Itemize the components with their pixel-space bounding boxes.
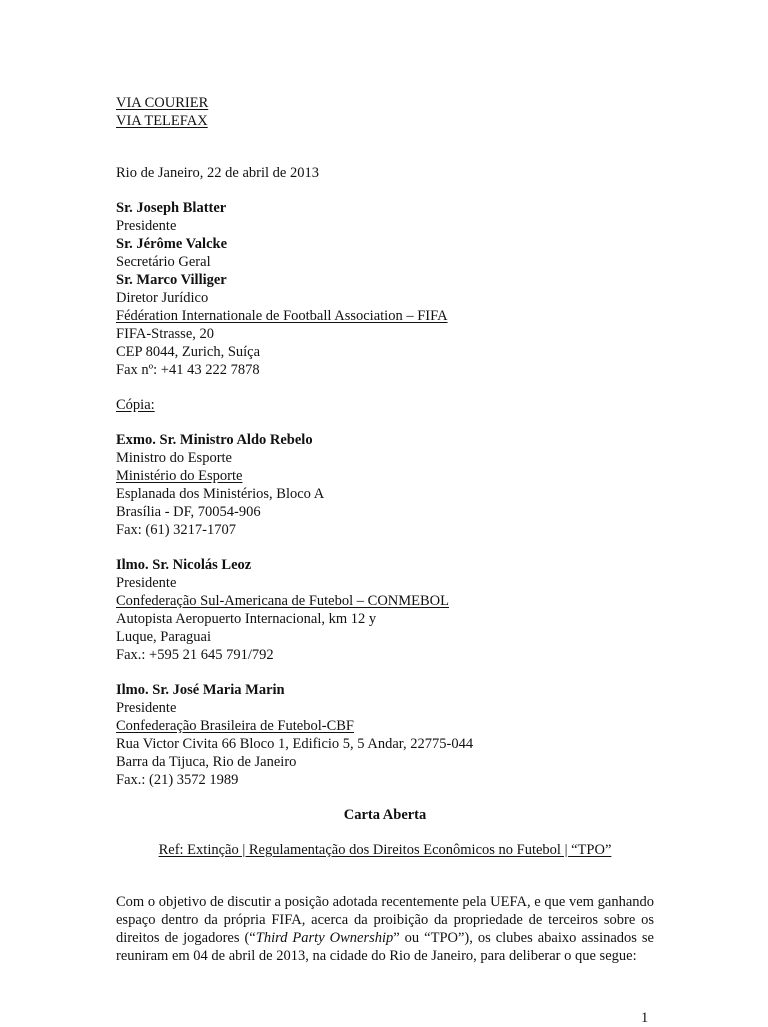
copy-recipient-org: Confederação Sul-Americana de Futebol – CONMEBOL [116, 593, 450, 609]
delivery-method-telefax: VIA TELEFAX [116, 113, 208, 129]
copy-recipient-line: Fax.: (21) 3572 1989 [116, 772, 239, 788]
copy-recipient-line: Brasília - DF, 70054-906 [116, 504, 261, 520]
copy-recipient-line: Rua Victor Civita 66 Bloco 1, Edificio 5, 5 Andar, 22775-044 [116, 736, 474, 752]
copy-recipient-line: Fax: (61) 3217-1707 [116, 522, 237, 538]
page-number: 1 [641, 1010, 649, 1026]
fifa-address: FIFA-Strasse, 20 [116, 326, 215, 342]
copy-recipient-line: Luque, Paraguai [116, 629, 212, 645]
fifa-postal: CEP 8044, Zurich, Suíça [116, 344, 261, 360]
addressee-name: Sr. Marco Villiger [116, 272, 227, 288]
addressee-title: Diretor Jurídico [116, 290, 209, 306]
body-text: Com o objetivo de discutir a posição adotada recentemente pela UEFA, e que vem ganhando espaço dentro da própria FIFA, acerca da proibição da propriedade de terceiros sobre os direitos de jogadores (“ [116, 894, 654, 946]
addressee-name: Sr. Jérôme Valcke [116, 236, 228, 252]
reference-line: Ref: Extinção | Regulamentação dos Direitos Econômicos no Futebol | “TPO” [158, 842, 612, 858]
addressee-title: Presidente [116, 218, 177, 234]
copy-recipient-org: Ministério do Esporte [116, 468, 243, 484]
fifa-organization: Fédération Internationale de Football Association – FIFA [116, 308, 448, 324]
body-italic-term: Third Party Ownership [255, 930, 394, 946]
copy-recipient-line: Esplanada dos Ministérios, Bloco A [116, 486, 325, 502]
letter-page [116, 94, 654, 965]
copy-recipient-title: Presidente [116, 700, 177, 716]
body-paragraph [116, 893, 654, 965]
copy-recipient-title: Presidente [116, 575, 177, 591]
place-date: Rio de Janeiro, 22 de abril de 2013 [116, 165, 319, 181]
copy-recipient-org: Confederação Brasileira de Futebol-CBF [116, 718, 354, 734]
body-text: ” ou “TPO”), os clubes abaixo assinados se reuniram em 04 de abril de 2013, na cidade do Rio de Janeiro, para deliberar o que segue: [116, 930, 654, 964]
copy-recipient-line: Autopista Aeropuerto Internacional, km 12 y [116, 611, 377, 627]
addressee-title: Secretário Geral [116, 254, 211, 270]
copy-recipient-name: Exmo. Sr. Ministro Aldo Rebelo [116, 432, 313, 448]
addressee-name: Sr. Joseph Blatter [116, 200, 227, 216]
fifa-fax: Fax nº: +41 43 222 7878 [116, 362, 260, 378]
copy-recipient-name: Ilmo. Sr. Nicolás Leoz [116, 557, 252, 573]
letter-heading: Carta Aberta [343, 807, 427, 823]
copy-recipient-line: Barra da Tijuca, Rio de Janeiro [116, 754, 297, 770]
copy-recipient-line: Fax.: +595 21 645 791/792 [116, 647, 274, 663]
copy-recipient-name: Ilmo. Sr. José Maria Marin [116, 682, 285, 698]
delivery-method-courier: VIA COURIER [116, 95, 209, 111]
copy-recipient-title: Ministro do Esporte [116, 450, 232, 466]
copy-label: Cópia: [116, 397, 155, 413]
